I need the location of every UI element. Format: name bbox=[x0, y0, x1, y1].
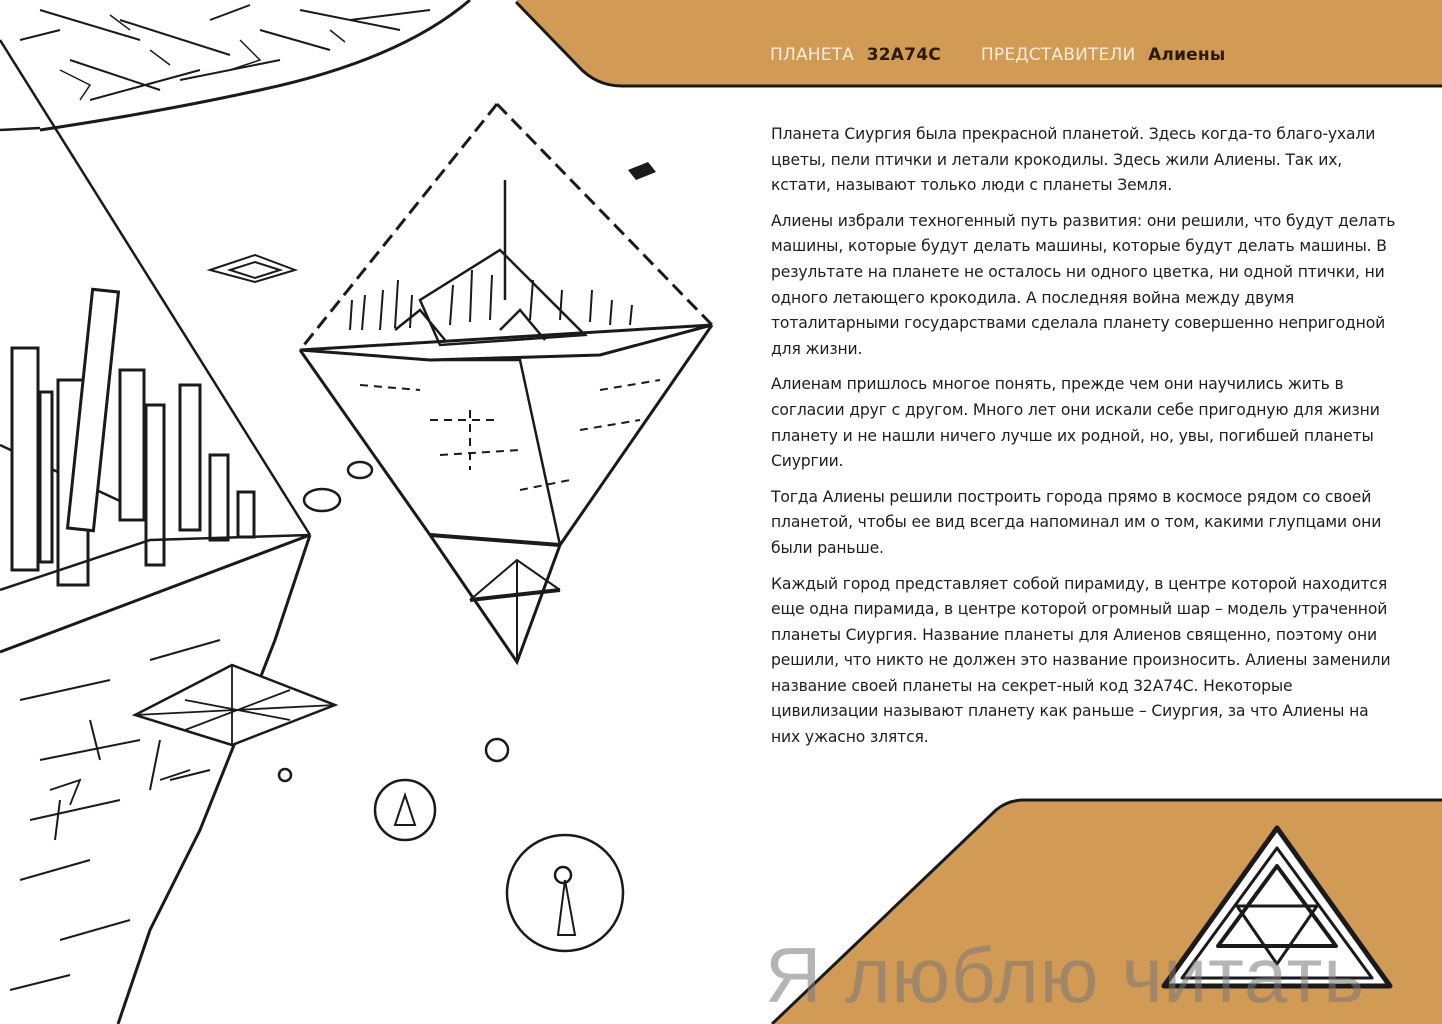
representatives-field bbox=[981, 45, 1226, 65]
small-diamond-ship bbox=[210, 255, 295, 282]
paragraph: Алиенам пришлось многое понять, прежде чем они научились жить в согласии друг с другом. Много лет они искали себе пригодную для жизни планету и не нашли ничего лучше их родной, но, увы, погибшей планеты Сиургии. bbox=[771, 375, 1380, 471]
paragraph: Алиены избрали техногенный путь развития: они решили, что будут делать машины, которые будут делать машины, которые будут делать машины. В результате на планете не осталось ни одного цветка, ни одной птички, ни одного летающего крокодила. А последняя война между двумя тоталитарными государствами сделала планету совершенно непригодной для жизни. bbox=[771, 211, 1396, 358]
representatives-value: Алиены bbox=[1148, 45, 1226, 65]
paragraph: Тогда Алиены решили построить города прямо в космосе рядом со своей планетой, чтобы ее вид всегда напоминал им о том, какими глупцами они были раньше. bbox=[771, 487, 1382, 557]
city-skyline bbox=[12, 289, 254, 585]
page-header bbox=[770, 38, 1225, 72]
planet-code: 32А74С bbox=[866, 45, 941, 65]
planet-surface-drawing bbox=[0, 0, 470, 134]
watermark-text: Я люблю читать bbox=[765, 931, 1365, 1019]
planet-field bbox=[770, 45, 941, 65]
small-tile-object bbox=[628, 162, 656, 180]
story-text bbox=[771, 122, 1401, 761]
planet-label: ПЛАНЕТА bbox=[770, 45, 855, 65]
floating-block bbox=[0, 535, 310, 1024]
paragraph: Планета Сиургия была прекрасной планетой. Здесь когда-то благо-ухали цветы, пели птички и летали крокодилы. Здесь жили Алиены. Так их, кстати, называют только люди с планеты Земля. bbox=[771, 125, 1376, 195]
paragraph: Каждый город представляет собой пирамиду, в центре которой находится еще одна пирамида, в центре которой огромный шар – модель утраченной планеты Сиургия. Название планеты для Алиенов священно, поэтому они решили, что никто не должен это название произносить. Алиены заменили название своей планеты на секрет-ный код 32А74С. Некоторые цивилизации называют планету как раньше – Сиургия, за что Алиены на них ужасно злятся. bbox=[771, 574, 1391, 747]
pyramid-city bbox=[300, 104, 712, 662]
representatives-label: ПРЕДСТАВИТЕЛИ bbox=[980, 45, 1136, 65]
